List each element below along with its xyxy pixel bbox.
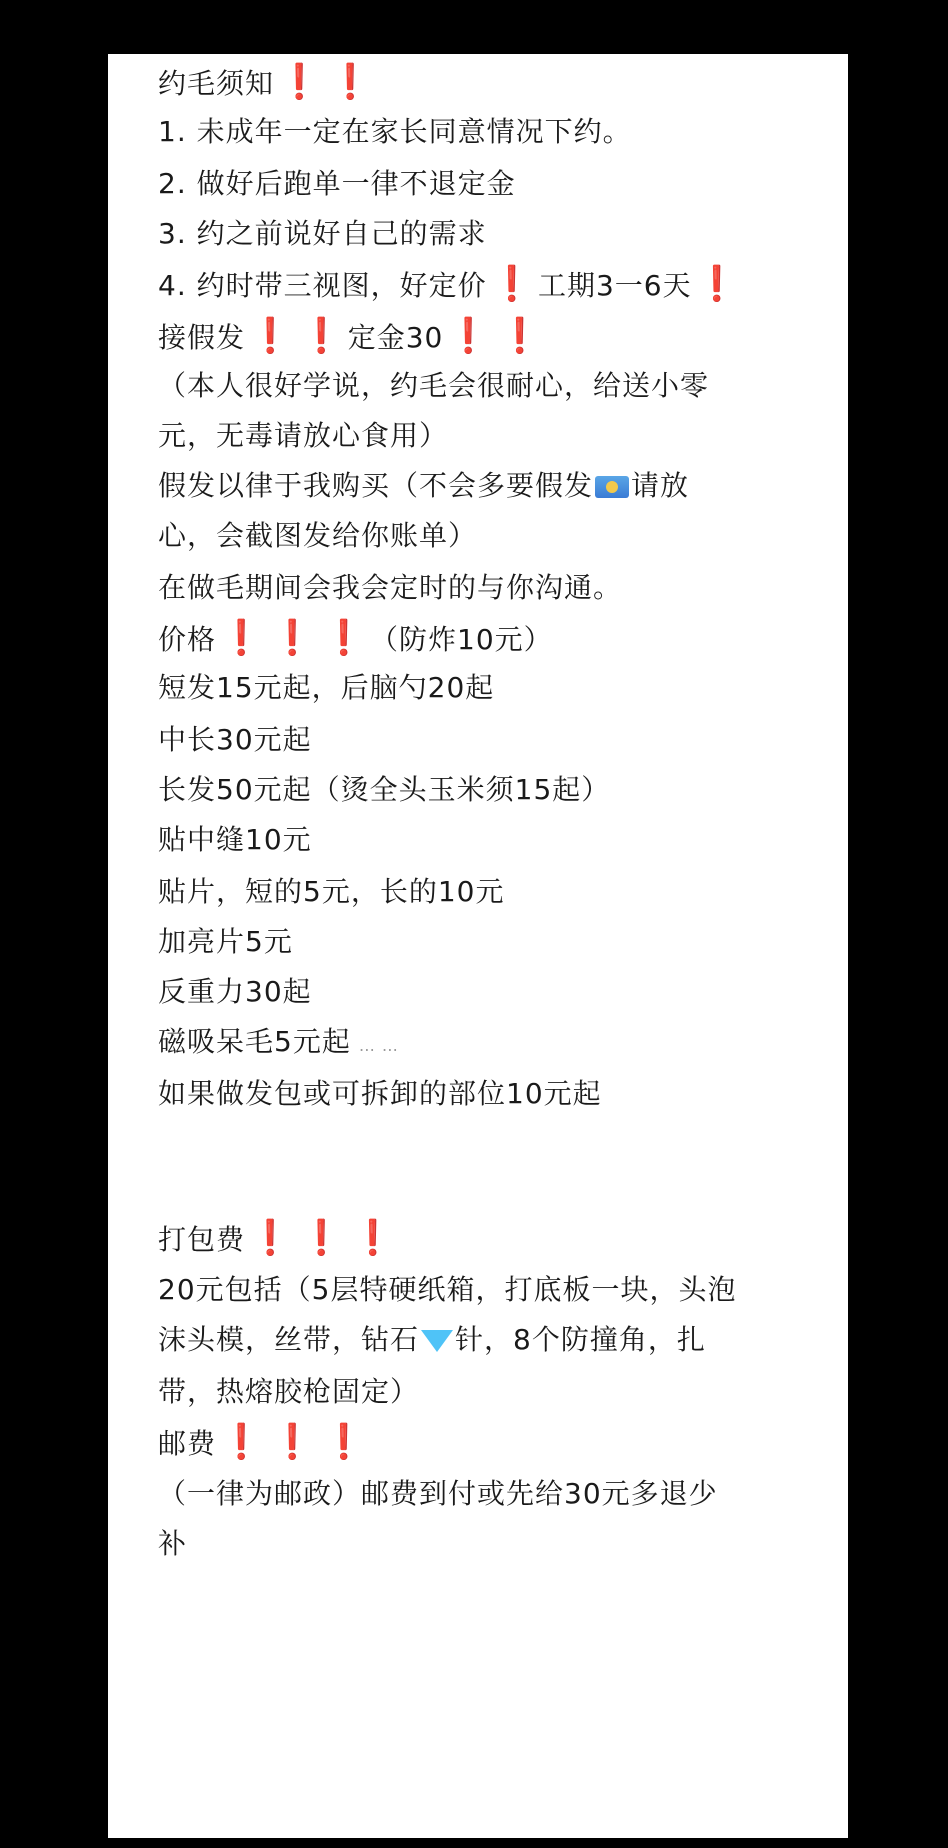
price-label: 价格	[158, 623, 217, 656]
wig-purchase-text: 假发以律于我购买（不会多要假发	[158, 469, 594, 502]
packing-label: 打包费	[158, 1223, 246, 1256]
price-short: 短发15元起，后脑勺20起	[158, 671, 495, 704]
title-line	[158, 62, 377, 104]
price-patch: 贴片，短的5元，长的10元	[158, 875, 505, 908]
communication-line: 在做毛期间会我会定时的与你沟通。	[158, 571, 623, 604]
ellipsis: … …	[358, 1036, 399, 1055]
note-line-1: （本人很好学说，约毛会很耐心，给送小零	[158, 369, 710, 402]
exclamation-icon: ❗	[322, 618, 367, 658]
wig-purchase-line-2: 心，会截图发给你账单）	[158, 519, 478, 552]
deposit-label: 定金30	[347, 321, 444, 354]
packing-heading	[158, 1218, 399, 1260]
exclamation-icon: ❗	[249, 316, 293, 356]
rule-3: 3. 约之前说好自己的需求	[158, 217, 487, 250]
packing-text-end: 针，8个防撞角，扎	[455, 1323, 706, 1356]
price-medium: 中长30元起	[158, 723, 312, 756]
notice-title: 约毛须知	[158, 67, 275, 100]
exclamation-icon: ❗	[271, 1422, 315, 1462]
rule-1: 1. 未成年一定在家长同意情况下约。	[158, 115, 632, 148]
price-detachable: 如果做发包或可拆卸的部位10元起	[158, 1077, 602, 1110]
note-line-2: 元，无毒请放心食用）	[158, 419, 449, 452]
packing-line-2	[158, 1320, 706, 1360]
exclamation-icon: ❗	[278, 62, 322, 102]
exclamation-icon: ❗	[490, 264, 534, 304]
exclamation-icon: ❗	[300, 1218, 344, 1258]
price-glitter: 加亮片5元	[158, 925, 293, 958]
exclamation-icon: ❗	[249, 1218, 293, 1258]
postage-heading	[158, 1422, 370, 1464]
packing-line-1: 20元包括（5层特硬纸箱，打底板一块，头泡	[158, 1273, 737, 1306]
wig-label: 接假发	[158, 321, 246, 354]
rule-4	[158, 264, 743, 306]
exclamation-icon: ❗	[271, 618, 315, 658]
exclamation-icon: ❗	[695, 264, 739, 304]
packing-line-3: 带，热熔胶枪固定）	[158, 1375, 420, 1408]
exclamation-icon: ❗	[220, 618, 264, 658]
exclamation-icon: ❗	[329, 62, 373, 102]
exclamation-icon: ❗	[351, 1218, 396, 1258]
exclamation-icon: ❗	[300, 316, 344, 356]
rule-4-text: 4. 约时带三视图，好定价	[158, 269, 487, 302]
packing-text: 沫头模，丝带，钻石	[158, 1323, 420, 1356]
postage-line-2: 补	[158, 1527, 188, 1560]
diamond-icon	[421, 1330, 453, 1352]
wig-deposit-line	[158, 316, 546, 358]
anti-frizz-price: （防炸10元）	[370, 623, 553, 656]
exclamation-icon: ❗	[498, 316, 543, 356]
price-seam: 贴中缝10元	[158, 823, 312, 856]
exclamation-icon: ❗	[447, 316, 491, 356]
price-magnetic	[158, 1022, 399, 1066]
price-heading	[158, 618, 553, 660]
postage-line-1: （一律为邮政）邮费到付或先给30元多退少	[158, 1477, 718, 1510]
price-long: 长发50元起（烫全头玉米须15起）	[158, 773, 611, 806]
notice-page	[108, 54, 848, 1838]
exclamation-icon: ❗	[322, 1422, 367, 1462]
postage-label: 邮费	[158, 1427, 217, 1460]
wig-purchase-line	[158, 466, 689, 506]
magnetic-text: 磁吸呆毛5元起	[158, 1025, 351, 1058]
wig-purchase-text-end: 请放	[631, 469, 690, 502]
rule-4-duration: 工期3一6天	[537, 269, 692, 302]
rule-2: 2. 做好后跑单一律不退定金	[158, 167, 516, 200]
price-antigravity: 反重力30起	[158, 975, 312, 1008]
exclamation-icon: ❗	[220, 1422, 264, 1462]
money-icon	[595, 476, 629, 498]
